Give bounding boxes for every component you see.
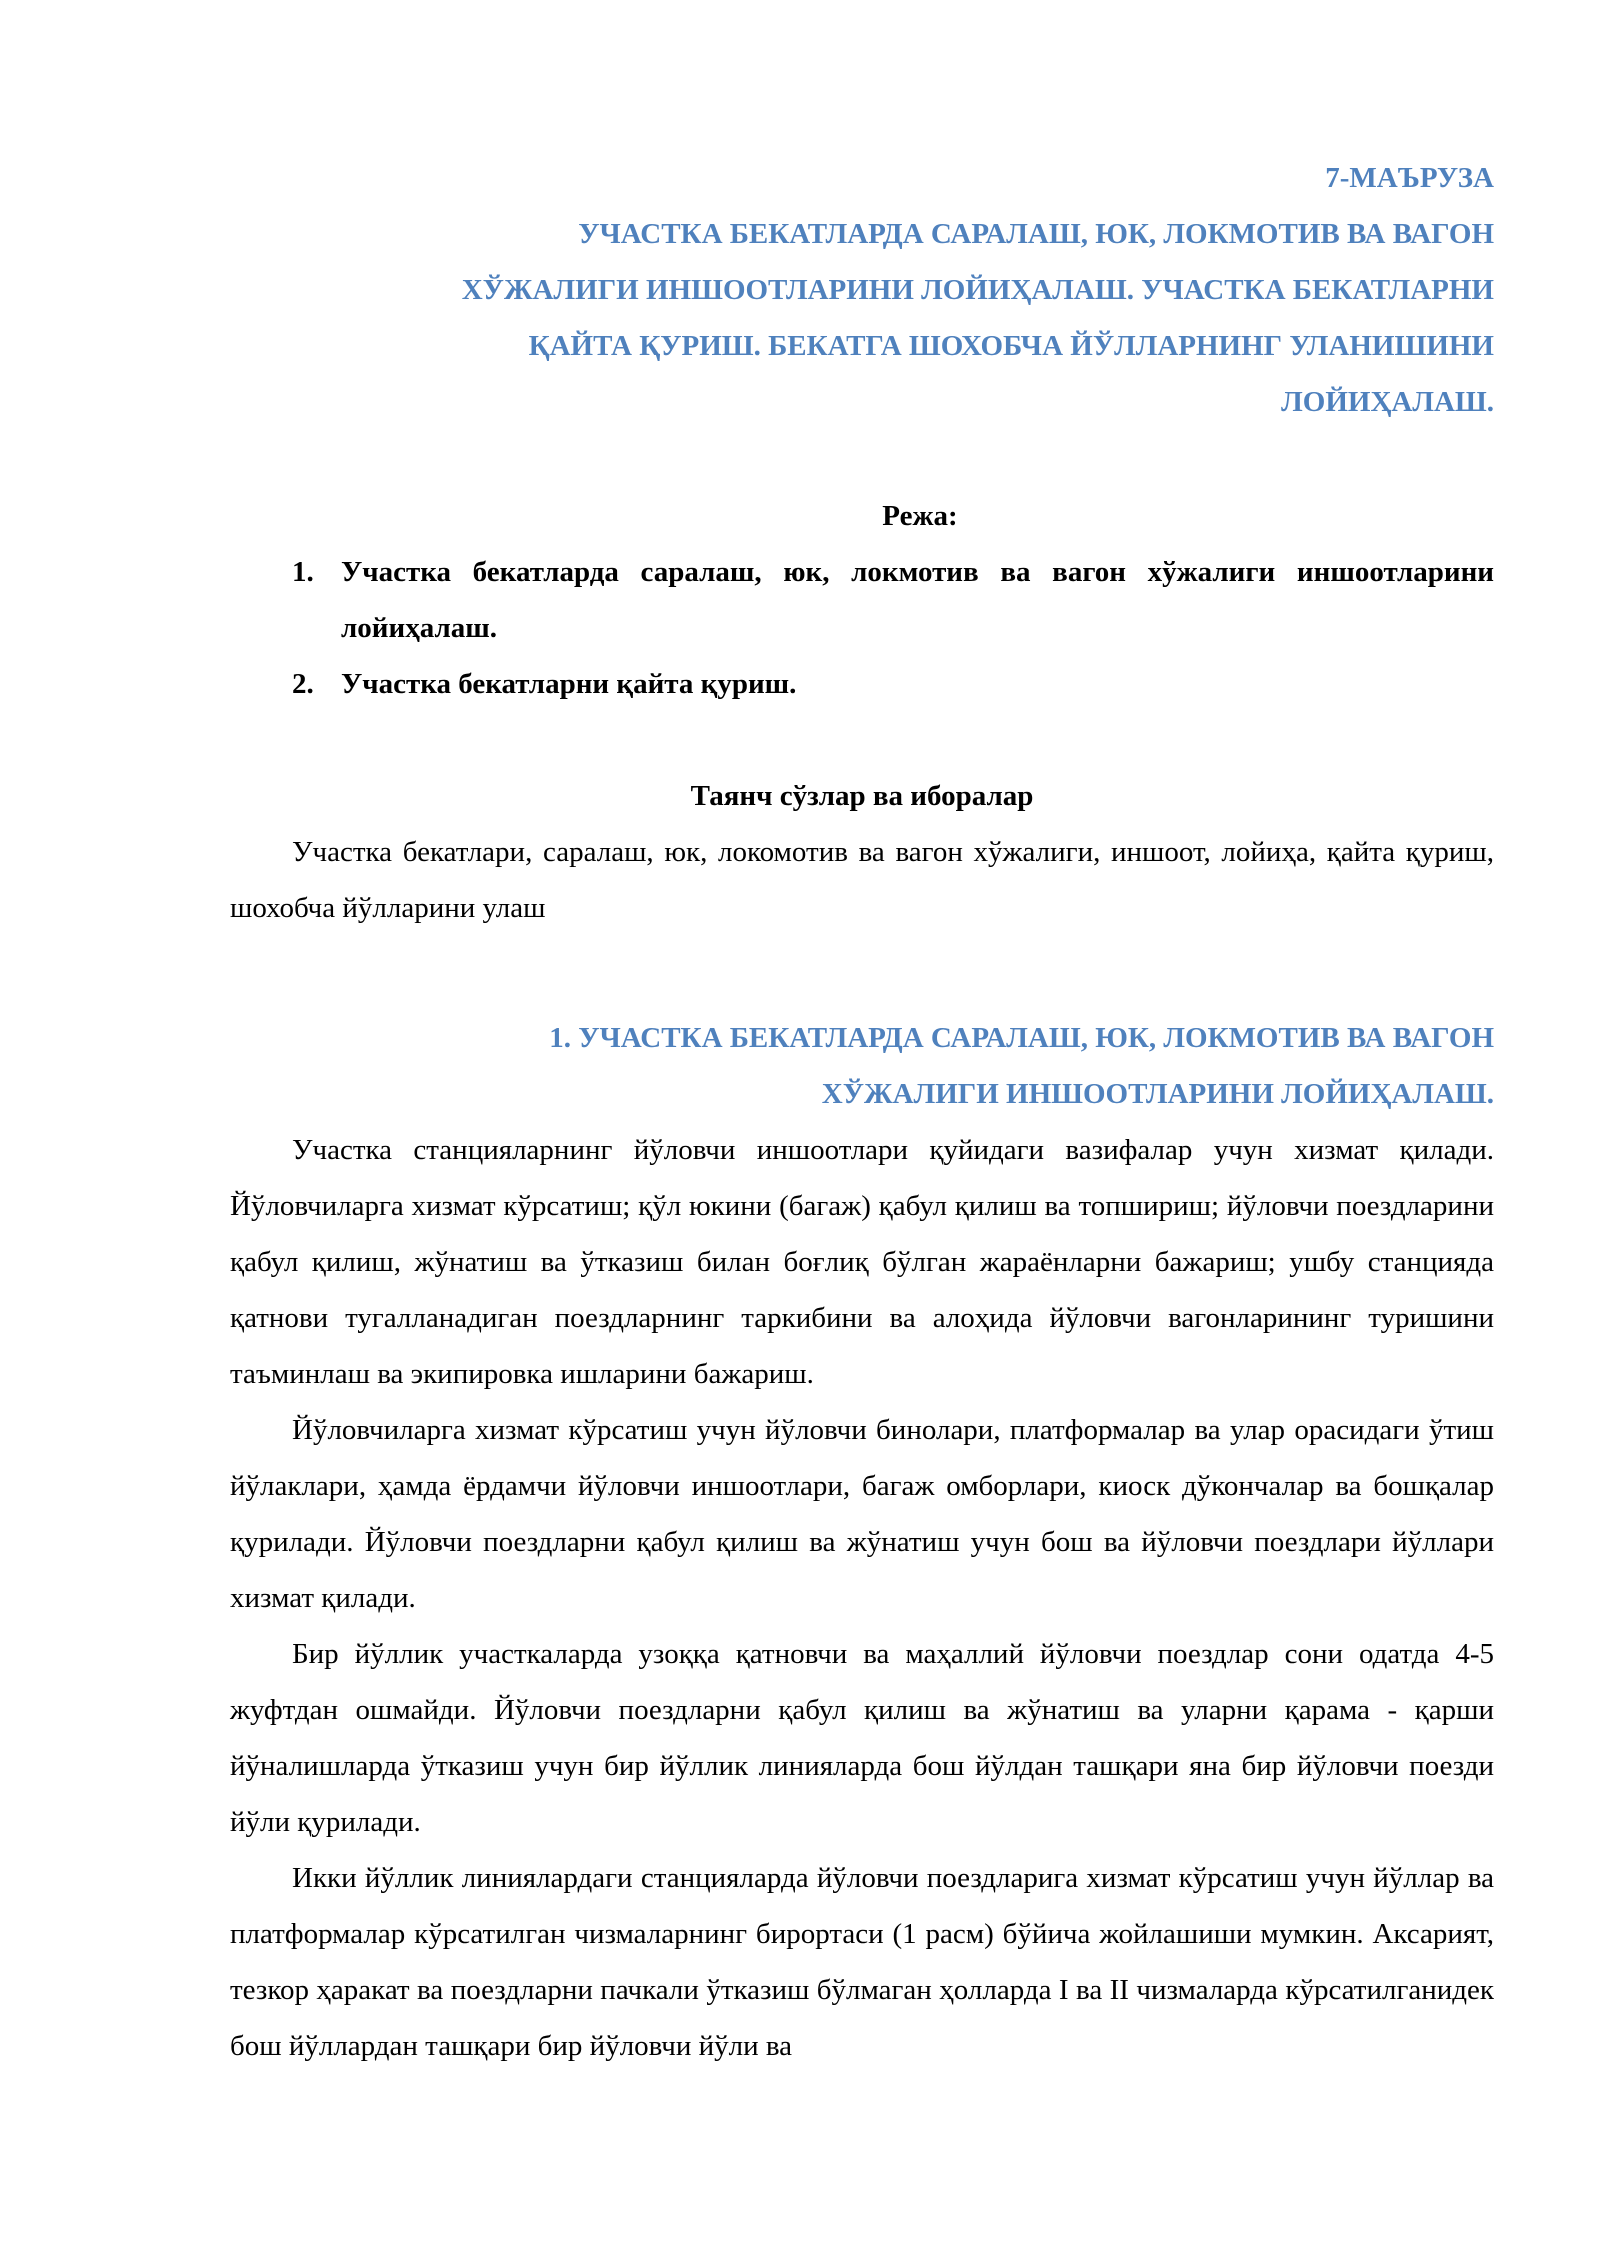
keywords-text: Участка бекатлари, саралаш, юк, локомотив ва вагон хўжалиги, иншоот, лойиҳа, қайта қуриш, шохобча йўлларини улаш xyxy=(230,836,1494,924)
section-title-line-1: 1. УЧАСТКА БЕКАТЛАРДА САРАЛАШ, ЮК, ЛОКМОТИВ ВА ВАГОН xyxy=(549,1022,1494,1054)
body-paragraph: Икки йўллик линиялардаги станцияларда йўловчи поездларига хизмат кўрсатиш учун йўллар ва платформалар кўрсатилган чизмаларнинг бирортаси (1 расм) бўйича жойлашиши мумкин. Аксарият, тезкор ҳаракат ва поездларни пачкали ўтказиш бўлмаган ҳолларда I ва II чизмаларда кўрсатилганидек бош йўллардан ташқари бир йўловчи йўли ва xyxy=(230,1862,1494,2062)
plan-list xyxy=(230,544,1494,712)
lecture-title-line-4: ЛОЙИҲАЛАШ. xyxy=(1281,386,1494,418)
document-page xyxy=(230,0,1494,2074)
plan-item-number: 2. xyxy=(292,668,314,700)
plan-item xyxy=(230,656,1494,712)
section-title-line-2: ХЎЖАЛИГИ ИНШООТЛАРИНИ ЛОЙИҲАЛАШ. xyxy=(821,1078,1494,1110)
keywords-heading: Таянч сўзлар ва иборалар xyxy=(690,780,1034,812)
plan-item xyxy=(230,544,1494,656)
lecture-title-line-1: УЧАСТКА БЕКАТЛАРДА САРАЛАШ, ЮК, ЛОКМОТИВ ВА ВАГОН xyxy=(578,218,1494,250)
lecture-title-line-3: ҚАЙТА ҚУРИШ. БЕКАТГА ШОХОБЧА ЙЎЛЛАРНИНГ УЛАНИШИНИ xyxy=(528,330,1494,362)
lecture-title-line-2: ХЎЖАЛИГИ ИНШООТЛАРИНИ ЛОЙИҲАЛАШ. УЧАСТКА БЕКАТЛАРНИ xyxy=(461,274,1494,306)
body-paragraph: Участка станцияларнинг йўловчи иншоотлари қуйидаги вазифалар учун хизмат қилади. Йўловчиларга хизмат кўрсатиш; қўл юкини (багаж) қабул қилиш ва топшириш; йўловчи поездларини қабул қилиш, жўнатиш ва ўтказиш билан боғлиқ бўлган жараёнларни бажариш; ушбу станцияда қатнови тугалланадиган поездларнинг таркибини ва алоҳида йўловчи вагонларининг туришини таъминлаш ва экипировка ишларини бажариш. xyxy=(230,1134,1494,1390)
plan-item-text: Участка бекатларни қайта қуриш. xyxy=(341,668,797,700)
lecture-number: 7-МАЪРУЗА xyxy=(1325,162,1494,194)
body-paragraph: Бир йўллик участкаларда узоққа қатновчи ва маҳаллий йўловчи поездлар сони одатда 4-5 жуфтдан ошмайди. Йўловчи поездларни қабул қилиш ва жўнатиш ва уларни қарама - қарши йўналишларда ўтказиш учун бир йўллик линияларда бош йўлдан ташқари яна бир йўловчи поезди йўли қурилади. xyxy=(230,1638,1494,1838)
plan-item-number: 1. xyxy=(292,556,314,588)
plan-item-text: Участка бекатларда саралаш, юк, локмотив ва вагон хўжалиги иншоотларини лойиҳалаш. xyxy=(341,556,1494,644)
plan-heading: Режа: xyxy=(882,500,958,532)
body-paragraph: Йўловчиларга хизмат кўрсатиш учун йўловчи бинолари, платформалар ва улар орасидаги ўтиш йўлаклари, ҳамда ёрдамчи йўловчи иншоотлари, багаж омборлари, киоск дўкончалар ва бошқалар қурилади. Йўловчи поездларни қабул қилиш ва жўнатиш учун бош ва йўловчи поездлари йўллари хизмат қилади. xyxy=(230,1414,1494,1614)
